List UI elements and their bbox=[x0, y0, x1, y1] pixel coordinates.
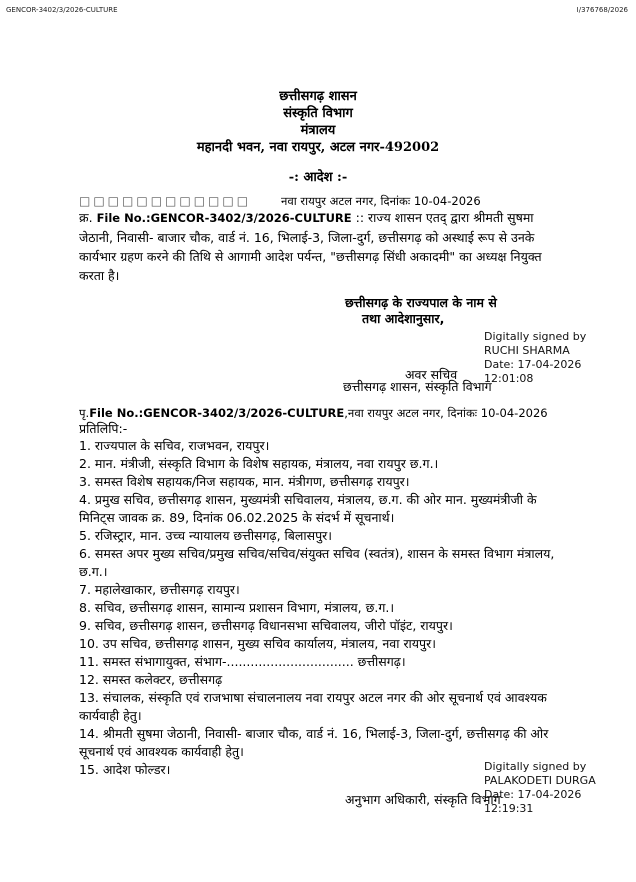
list-item: 4. प्रमुख सचिव, छत्तीसगढ़ शासन, मुख्यमंत्री सचिवालय, मंत्रालय, छ.ग. की ओर मान. मुख्यमंत्रीजी के मिनिट्स जावक क्र. 89, दिनांक 06.02.2025 के संदर्भ में सूचनार्थ। bbox=[79, 492, 537, 525]
signatory-2-title: अनुभाग अधिकारी, संस्कृति विभाग bbox=[345, 792, 501, 807]
list-item: 5. रजिस्ट्रार, मान. उच्च न्यायालय छत्तीसगढ़, बिलासपुर। bbox=[79, 528, 333, 543]
order-paragraph bbox=[79, 208, 567, 285]
signature-1-date: Date: 17-04-2026 bbox=[484, 358, 582, 371]
list-item: 6. समस्त अपर मुख्य सचिव/प्रमुख सचिव/सचिव/संयुक्त सचिव (स्वतंत्र), शासन के समस्त विभाग मंत्रालय, छ.ग.। bbox=[79, 546, 555, 579]
list-item: 13. संचालक, संस्कृति एवं राजभाषा संचालनालय नवा रायपुर अटल नगर की ओर सूचनार्थ एवं आवश्यक कार्यवाही हेतु। bbox=[79, 690, 547, 723]
signatory-1-title: अवर सचिव bbox=[405, 367, 458, 382]
list-item: 9. सचिव, छत्तीसगढ़ शासन, छत्तीसगढ़ विधानसभा सचिवालय, जीरो पॉइंट, रायपुर। bbox=[79, 618, 453, 633]
department-name: संस्कृति विभाग bbox=[283, 106, 353, 121]
signature-2-time: 12:19:31 bbox=[484, 802, 534, 815]
governor-line-2: तथा आदेशानुसार, bbox=[362, 311, 445, 326]
signature-2-label: Digitally signed by bbox=[484, 760, 587, 773]
governor-line-1: छत्तीसगढ़ के राज्यपाल के नाम से bbox=[345, 295, 497, 310]
signature-1-time: 12:01:08 bbox=[484, 372, 534, 385]
signature-1-label: Digitally signed by bbox=[484, 330, 587, 343]
digital-signature-2 bbox=[484, 760, 596, 816]
list-item: 11. समस्त संभागायुक्त, संभाग-................................ छत्तीसगढ़। bbox=[79, 654, 406, 669]
top-left-reference: GENCOR-3402/3/2026-CULTURE bbox=[6, 6, 118, 14]
copy-date: ,नवा रायपुर अटल नगर, दिनांकः 10-04-2026 bbox=[344, 406, 548, 420]
list-item: 7. महालेखाकार, छत्तीसगढ़ रायपुर। bbox=[79, 582, 240, 597]
signature-1-name: RUCHI SHARMA bbox=[484, 344, 570, 357]
signatory-1-dept: छत्तीसगढ़ शासन, संस्कृति विभाग bbox=[343, 379, 492, 394]
top-right-reference: I/376768/2026 bbox=[576, 6, 628, 14]
office-address: महानदी भवन, नवा रायपुर, अटल नगर-492002 bbox=[196, 140, 440, 155]
list-item: 1. राज्यपाल के सचिव, राजभवन, रायपुर। bbox=[79, 438, 270, 453]
pratilipi-label: प्रतिलिपि:- bbox=[79, 421, 128, 436]
list-item: 15. आदेश फोल्डर। bbox=[79, 762, 171, 777]
digital-signature-1 bbox=[484, 330, 586, 386]
list-item: 14. श्रीमती सुषमा जेठानी, निवासी- बाजार चौक, वार्ड नं. 16, भिलाई-3, जिला-दुर्ग, छत्तीसगढ़ की ओर सूचनार्थ एवं आवश्यक कार्यवाही हेतु। bbox=[79, 726, 549, 759]
order-text: :: राज्य शासन एतद् द्वारा श्रीमती सुषमा जेठानी, निवासी- बाजार चौक, वार्ड नं. 16, भिलाई-3, जिला-दुर्ग, छत्तीसगढ़ को अस्थाई रूप से उनके कार्यभार ग्रहण करने की तिथि से आगामी आदेश पर्यन्त, "छत्तीसगढ़ सिंधी अकादमी" का अध्यक्ष नियुक्त करता है। bbox=[79, 210, 542, 283]
copy-header bbox=[79, 406, 548, 421]
signature-2-name: PALAKODETI DURGA bbox=[484, 774, 596, 787]
order-file-number: File No.:GENCOR-3402/3/2026-CULTURE bbox=[96, 211, 352, 225]
list-item: 10. उप सचिव, छत्तीसगढ़ शासन, मुख्य सचिव कार्यालय, मंत्रालय, नवा रायपुर। bbox=[79, 636, 436, 651]
order-title: -: आदेश :- bbox=[288, 170, 348, 185]
signature-2-date: Date: 17-04-2026 bbox=[484, 788, 582, 801]
order-kr: क्र. bbox=[79, 210, 93, 225]
ministry-name: मंत्रालय bbox=[300, 123, 336, 138]
copy-pu: पृ. bbox=[79, 406, 90, 420]
unrendered-text-boxes: □□□□□□□□□□□□ bbox=[79, 194, 252, 208]
order-date: नवा रायपुर अटल नगर, दिनांकः 10-04-2026 bbox=[281, 194, 481, 208]
list-item: 8. सचिव, छत्तीसगढ़ शासन, सामान्य प्रशासन विभाग, मंत्रालय, छ.ग.। bbox=[79, 600, 395, 615]
list-item: 2. मान. मंत्रीजी, संस्कृति विभाग के विशेष सहायक, मंत्रालय, नवा रायपुर छ.ग.। bbox=[79, 456, 439, 471]
govt-name: छत्तीसगढ़ शासन bbox=[279, 89, 357, 104]
list-item: 3. समस्त विशेष सहायक/निज सहायक, मान. मंत्रीगण, छत्तीसगढ़ रायपुर। bbox=[79, 474, 410, 489]
list-item: 12. समस्त कलेक्टर, छत्तीसगढ़ bbox=[79, 672, 223, 687]
copy-file-number: File No.:GENCOR-3402/3/2026-CULTURE bbox=[89, 406, 345, 420]
